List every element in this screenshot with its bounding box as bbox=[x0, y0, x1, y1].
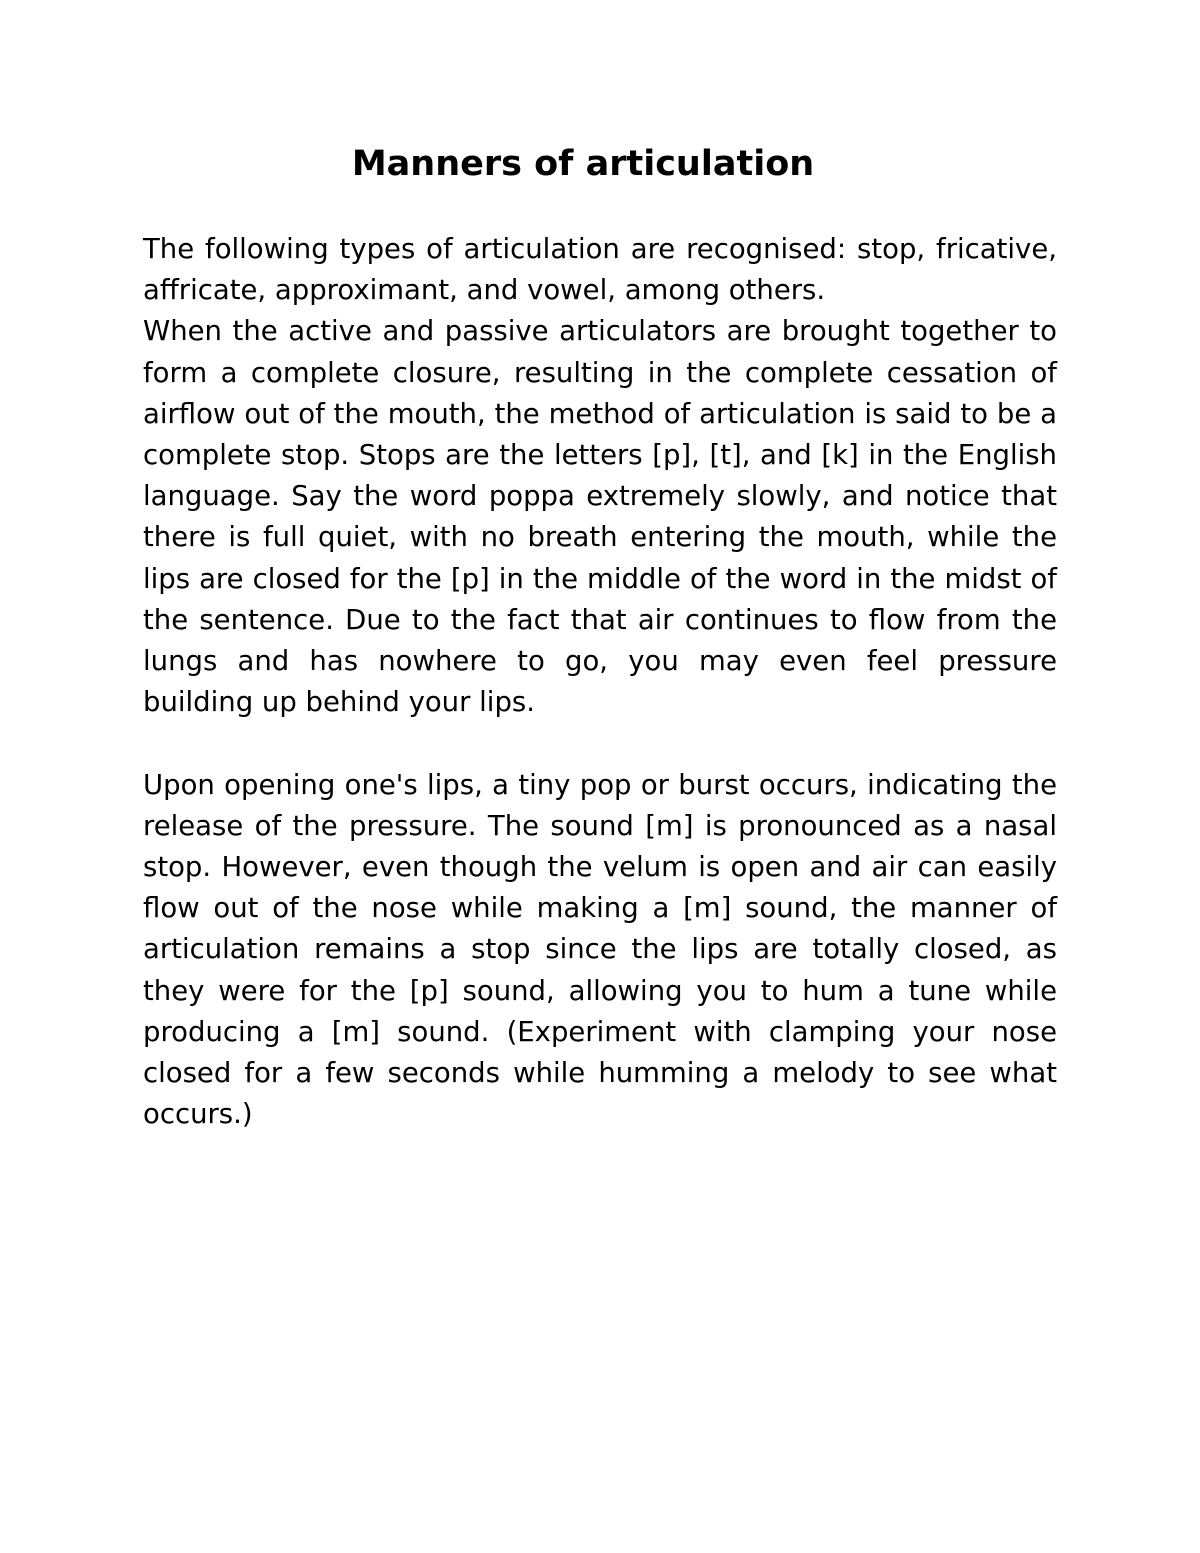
document-body bbox=[143, 229, 1057, 1135]
document-title: Manners of articulation bbox=[351, 144, 815, 184]
paragraph-nasal-stop: Upon opening one's lips, a tiny pop or burst occurs, indicating the release of the pressure. The sound [m] is pronounced as a nasal stop. However, even though the velum is open and air can easily flow out of the nose while making a [m] sound, the manner of articulation remains a stop since the lips are totally closed, as they were for the [p] sound, allowing you to hum a tune while producing a [m] sound. (Experiment with clamping your nose closed for a few seconds while humming a melody to see what occurs.) bbox=[143, 768, 1057, 1131]
paragraph-intro: The following types of articulation are recognised: stop, fricative, affricate, approximant, and vowel, among others. bbox=[143, 233, 1057, 307]
paragraph-stops: When the active and passive articulators are brought together to form a complete closure, resulting in the complete cessation of airflow out of the mouth, the method of articulation is said to be a complete stop. Stops are the letters [p], [t], and [k] in the English language. Say the word poppa extremely slowly, and notice that there is full quiet, with no breath entering the mouth, while the lips are closed for the [p] in the middle of the word in the midst of the sentence. Due to the fact that air continues to flow from the lungs and has nowhere to go, you may even feel pressure building up behind your lips. bbox=[143, 315, 1057, 719]
